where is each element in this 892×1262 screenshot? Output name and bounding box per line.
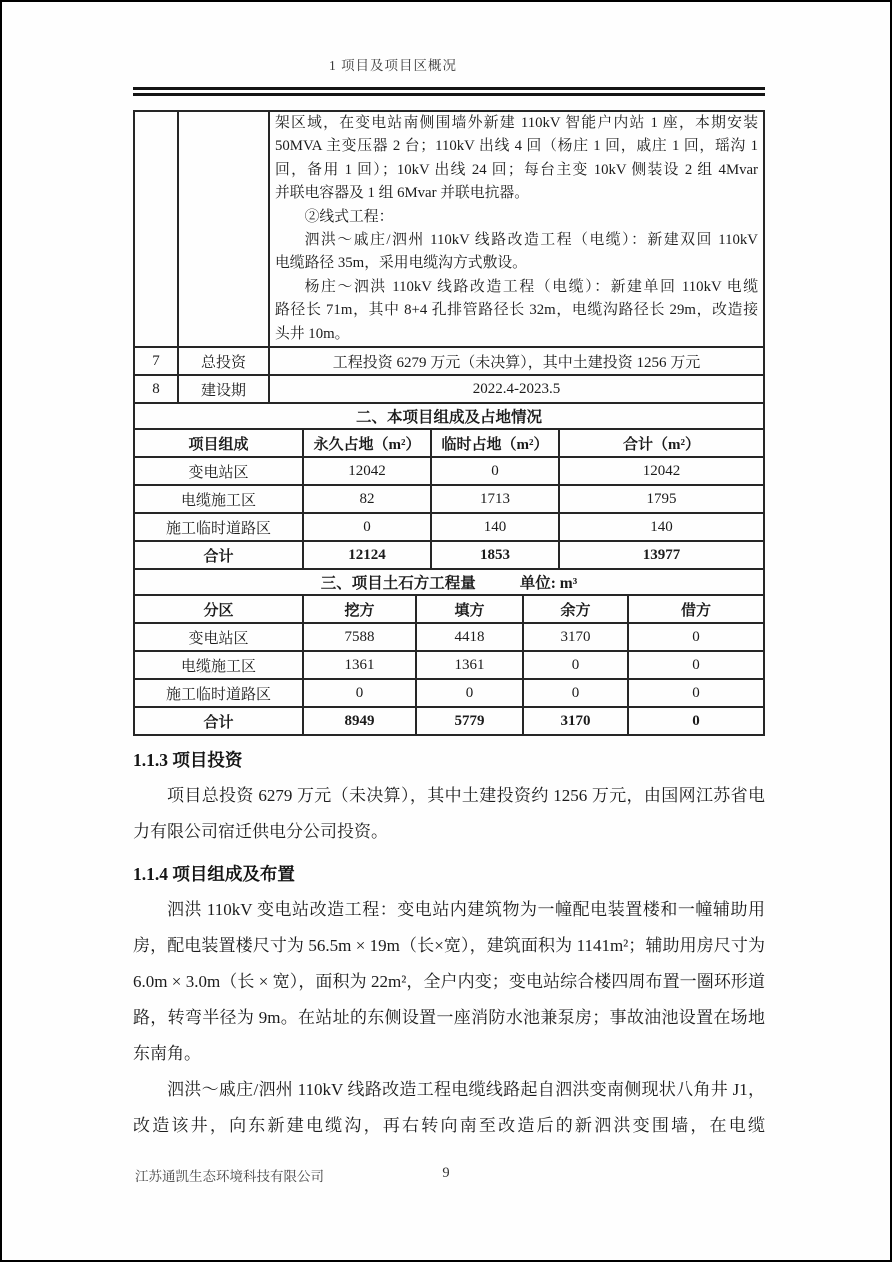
table-cell: 13977	[559, 541, 764, 569]
table3-unit-label: 单位: m³	[519, 575, 578, 593]
footer-company-name: 江苏通凯生态环境科技有限公司	[135, 1169, 324, 1184]
table-cell: 填方	[416, 595, 523, 623]
table-cell: 2022.4-2023.5	[269, 375, 764, 403]
table-row	[134, 485, 764, 513]
table-cell: 1713	[431, 485, 559, 513]
table-cell: 借方	[628, 595, 764, 623]
table-cell-line: 头井 10m。	[275, 325, 350, 342]
table-cell-line: 电缆路径 35m，采用电缆沟方式敷设。	[275, 255, 527, 272]
section-heading-1-1-4: 1.1.4 项目组成及布置	[133, 864, 295, 885]
section-heading-1-1-3: 1.1.3 项目投资	[133, 750, 243, 771]
table-cell: 1361	[303, 651, 416, 679]
table3-title-cell	[134, 569, 764, 595]
table-cell: 5779	[416, 707, 523, 735]
table-cell: 0	[628, 651, 764, 679]
table3-title-body	[134, 569, 764, 595]
table1-rows-body	[134, 347, 764, 403]
table-cell: 12124	[303, 541, 431, 569]
land-occupation-table	[133, 402, 765, 570]
table-cell: 合计	[134, 541, 303, 569]
table2-title-body	[134, 403, 764, 429]
page-content	[2, 56, 890, 1144]
table-cell-continuation-text	[269, 111, 764, 347]
section-1-1-4-paragraph-1: 泗洪 110kV 变电站改造工程：变电站内建筑物为一幢配电装置楼和一幢辅助用房，配电装置楼尺寸为 56.5m × 19m（长×宽），建筑面积为 1141m²；辅助用房尺寸为 6.0m × 3.0m（长 × 宽），面积为 22m²，全户内变；变电站综合楼四周布置一圈环形道路，转弯半径为 9m。在站址的东侧设置一座消防水池兼泵房；事故油池设置在场地东南角。	[133, 900, 765, 1064]
table-cell-line: ②线式工程：	[304, 208, 394, 225]
page-header-title: 1 项目及项目区概况	[328, 58, 458, 73]
table-cell: 挖方	[303, 595, 416, 623]
table-cell: 12042	[303, 457, 431, 485]
table-cell: 140	[431, 513, 559, 541]
table-cell-line: 50MVA 主变压器 2 台；110kV 出线 4 回（杨庄 1 回，戚庄 1 回，瑶沟 1	[275, 138, 758, 155]
table-cell: 0	[303, 679, 416, 707]
table-cell-line: 并联电容器及 1 组 6Mvar 并联电抗器。	[275, 185, 530, 202]
table-cell: 8	[134, 375, 178, 403]
table-cell-line: 路径长 71m，其中 8+4 孔排管路径长 32m，电缆沟路径长 29m，改造接	[275, 302, 758, 319]
footer-page-number: 9	[442, 1165, 450, 1181]
table-cell-line: 架区域，在变电站南侧围墙外新建 110kV 智能户内站 1 座，本期安装	[275, 115, 758, 131]
section-1-1-4-paragraph-2: 泗洪～戚庄/泗州 110kV 线路改造工程电缆线路起自泗洪变南侧现状八角井 J1，改造该井，向东新建电缆沟，再右转向南至改造后的新泗洪变围墙，在电缆	[133, 1080, 765, 1136]
table-cell: 项目组成	[134, 429, 303, 457]
table-cell: 3170	[523, 707, 628, 735]
table-cell: 12042	[559, 457, 764, 485]
table-row	[134, 375, 764, 403]
table-row	[134, 513, 764, 541]
section-1-1-3-paragraph: 项目总投资 6279 万元（未决算），其中土建投资约 1256 万元，由国网江苏省电力有限公司宿迁供电分公司投资。	[133, 786, 765, 842]
page-footer	[2, 1165, 890, 1187]
table-cell: 电缆施工区	[134, 651, 303, 679]
table-cell-line: 杨庄～泗洪 110kV 线路改造工程（电缆）：新建单回 110kV 电缆	[304, 278, 758, 295]
table-cell: 8949	[303, 707, 416, 735]
table-cell: 分区	[134, 595, 303, 623]
table-cell: 0	[628, 623, 764, 651]
earthwork-volume-table	[133, 568, 765, 736]
table-cell: 1853	[431, 541, 559, 569]
table-cell: 0	[523, 651, 628, 679]
table-row	[134, 569, 764, 595]
table-cell: 临时占地（m²）	[431, 429, 559, 457]
table-cell: 合计	[134, 707, 303, 735]
table-cell: 施工临时道路区	[134, 513, 303, 541]
table3-data-body	[134, 623, 764, 707]
table-row	[134, 403, 764, 429]
table-cell: 7588	[303, 623, 416, 651]
table3-total-body	[134, 707, 764, 735]
table-cell: 变电站区	[134, 457, 303, 485]
table-cell: 永久占地（m²）	[303, 429, 431, 457]
table-cell: 1795	[559, 485, 764, 513]
table-cell: 电缆施工区	[134, 485, 303, 513]
table-row	[134, 347, 764, 375]
table-cell: 变电站区	[134, 623, 303, 651]
table-row	[134, 457, 764, 485]
table-cell: 7	[134, 347, 178, 375]
table2-header-body	[134, 429, 764, 457]
table2-data-body	[134, 457, 764, 541]
table-cell-line: 泗洪～戚庄/泗州 110kV 线路改造工程（电缆）：新建双回 110kV	[304, 232, 758, 249]
table-cell: 1361	[416, 651, 523, 679]
table-cell: 0	[628, 679, 764, 707]
table-cell: 总投资	[178, 347, 269, 375]
table2-title: 二、本项目组成及占地情况	[134, 403, 764, 429]
table-row	[134, 707, 764, 735]
table-row	[134, 429, 764, 457]
table-cell: 0	[303, 513, 431, 541]
table-cell: 140	[559, 513, 764, 541]
table-cell: 建设期	[178, 375, 269, 403]
table-cell: 施工临时道路区	[134, 679, 303, 707]
table-cell: 合计（m²）	[559, 429, 764, 457]
table3-header-body	[134, 595, 764, 623]
table1-continuation-body	[134, 111, 764, 347]
table-cell: 0	[523, 679, 628, 707]
table-row	[134, 595, 764, 623]
table-cell-empty-index	[134, 111, 178, 347]
table-cell-line: 回，备用 1 回）；10kV 出线 24 回；每台主变 10kV 侧装设 2 组 4Mvar	[275, 161, 758, 178]
table-cell: 3170	[523, 623, 628, 651]
table2-total-body	[134, 541, 764, 569]
table-cell: 余方	[523, 595, 628, 623]
table-cell: 82	[303, 485, 431, 513]
table-row	[134, 623, 764, 651]
table3-title: 三、项目土石方工程量	[320, 575, 476, 593]
header-double-rule	[133, 87, 765, 96]
table-cell-empty-label	[178, 111, 269, 347]
table-cell: 0	[628, 707, 764, 735]
table-cell: 工程投资 6279 万元（未决算），其中土建投资 1256 万元	[269, 347, 764, 375]
table-cell: 0	[416, 679, 523, 707]
table-row	[134, 651, 764, 679]
table-cell: 0	[431, 457, 559, 485]
table-cell: 4418	[416, 623, 523, 651]
table-row	[134, 679, 764, 707]
project-overview-table	[133, 110, 765, 404]
table-row	[134, 541, 764, 569]
table-row	[134, 111, 764, 347]
